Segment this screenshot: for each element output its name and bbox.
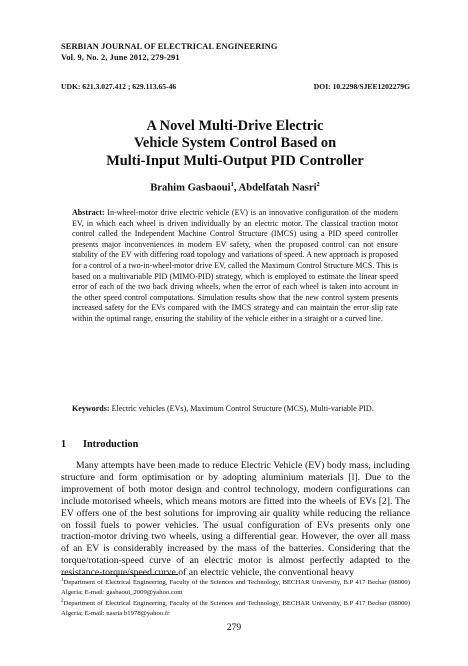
section-number: 1 <box>61 439 67 450</box>
title-line: Multi-Input Multi-Output PID Controller <box>106 152 364 169</box>
title-line: Vehicle System Control Based on <box>133 135 337 152</box>
footnote-divider <box>61 574 178 575</box>
article-identifiers <box>61 82 410 91</box>
author-affiliation-mark: 1 <box>230 181 234 188</box>
section-heading <box>61 439 138 450</box>
author-affiliation-mark: 2 <box>316 181 320 188</box>
author-list <box>40 181 430 194</box>
footnote-mark: 1 <box>61 578 64 583</box>
footnote-text: Department of Electrical Engineering, Faculty of the Sciences and Technology, BECHAR University, B.P 417 Bechar (08000) Algeria; E-mail: nasria b1978@yahoo.fr <box>61 600 410 617</box>
page-number: 279 <box>226 622 242 633</box>
section-title: Introduction <box>83 439 139 450</box>
author-name: Brahim Gasbaoui <box>150 182 231 194</box>
author-name: Abdelfatah Nasri <box>238 182 317 194</box>
abstract <box>72 208 398 325</box>
body-paragraph: Many attempts have been made to reduce Electric Vehicle (EV) body mass, including structure and form optimisation or by adopting aluminium materials [l]. Due to the improvement of both motor design and control technology, modern configurations can include motorised wheels, which means motors are fitted into the wheels of EVs [2]. The EV offers one of the best solutions for improving air quality while reducing the reliance on fossil fuels to power vehicles. The usual configuration of EVs presents only one traction-motor driving two wheels, using a differential gear. However, the over all mass of an EV is considerably increased by the mass of the batteries. Considering that the torque/rotation-speed curve of an electric motor is almost perfectly adapted to the resistance-torque/speed curve of an electric vehicle, the conventional heavy <box>61 460 410 579</box>
keywords <box>72 404 398 415</box>
title-line: A Novel Multi-Drive Electric <box>146 118 324 134</box>
keywords-text: Electric vehicles (EVs), Maximum Control Structure (MCS), Multi-variable PID. <box>111 404 374 413</box>
footnote <box>61 597 410 618</box>
keywords-label: Keywords: <box>72 404 110 413</box>
paper-title <box>40 118 430 170</box>
journal-name: SERBIAN JOURNAL OF ELECTRICAL ENGINEERING <box>61 42 278 51</box>
abstract-text: In-wheel-motor drive electric vehicle (EV) is an innovative configuration of the modern EV, in which each wheel is driven individually by an electric motor. The classical traction motor control called the Independent Machine Control Structure (IMCS) using a PID speed controller presents major inconveniences in modern EV safety, when the proposed control can not ensure stability of the EV with differing road topology and variations of speed. A new approach is proposed for a control of a two-in-wheel-motor drive EV, called the Maximum Control Structure MCS. This is based on a multivariable PID (MIMO-PID) strategy, which is employed to estimate the linear speed error of each of the two back driving wheels, when the error of each wheel is taken into account in the other speed control computations. Simulation results show that the new control system presents increased safety for the EVs compared with the IMCS strategy and can maintain the error slip rate within the optimal range, ensuring the stability of the vehicle either in a straight or a curved line. <box>72 208 399 323</box>
footnote <box>61 576 410 597</box>
journal-issue: Vol. 9, No. 2, June 2012, 279-291 <box>61 53 180 62</box>
udk-code: UDK: 621.3.027.412 ; 629.113.65-46 <box>61 82 177 91</box>
abstract-label: Abstract: <box>72 208 105 217</box>
footnote-text: Department of Electrical Engineering, Faculty of the Sciences and Technology, BECHAR University, B.P 417 Bechar (08000) Algeria; E-mail: gasbaoui_2009@yahoo.com <box>61 579 410 596</box>
footnote-mark: 2 <box>61 599 64 604</box>
doi: DOI: 10.2298/SJEE1202279G <box>313 82 410 91</box>
author-separator: , <box>233 182 239 194</box>
